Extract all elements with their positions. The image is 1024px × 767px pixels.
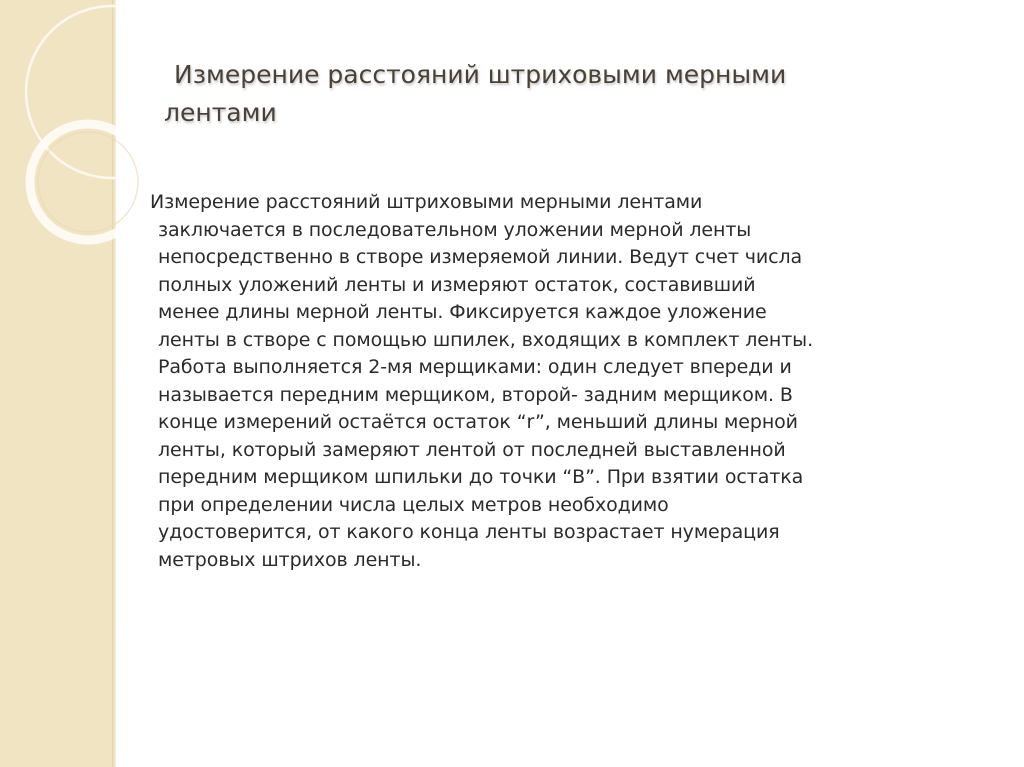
body-line: полных уложений ленты и измеряют остаток, составивший bbox=[158, 273, 756, 296]
small-ring-inner bbox=[38, 132, 138, 232]
body-line: при определении числа целых метров необходимо bbox=[158, 493, 669, 516]
body-line: менее длины мерной ленты. Фиксируется каждое уложение bbox=[158, 301, 767, 323]
slide-title-line-2: лентами bbox=[164, 98, 277, 127]
body-line: заключается в последовательном уложении мерной ленты bbox=[158, 218, 752, 241]
body-line: конце измерений остаётся остаток “r”, меньший длины мерной bbox=[158, 411, 798, 433]
body-line: удостоверится, от какого конца ленты возрастает нумерация bbox=[158, 521, 780, 543]
small-ring bbox=[30, 124, 146, 240]
body-line: метровых штрихов ленты. bbox=[158, 548, 422, 571]
slide-title-line-1: Измерение расстояний штриховыми мерными bbox=[174, 60, 787, 89]
body-line: непосредственно в створе измеряемой линии. Ведут счет числа bbox=[158, 246, 803, 268]
slide-body-text bbox=[150, 189, 970, 574]
body-line: ленты, который замеряют лентой от последней выставленной bbox=[158, 438, 786, 461]
body-line: передним мерщиком шпильки до точки “В”. При взятии остатка bbox=[158, 466, 804, 488]
body-line: ленты в створе с помощью шпилек, входящих в комплект ленты. bbox=[158, 328, 814, 351]
body-line: Работа выполняется 2-мя мерщиками: один следует впереди и bbox=[158, 356, 792, 378]
body-line: Измерение расстояний штриховыми мерными лентами bbox=[150, 191, 703, 213]
body-line: называется передним мерщиком, второй- задним мерщиком. В bbox=[158, 383, 793, 406]
slide-title bbox=[164, 56, 904, 132]
